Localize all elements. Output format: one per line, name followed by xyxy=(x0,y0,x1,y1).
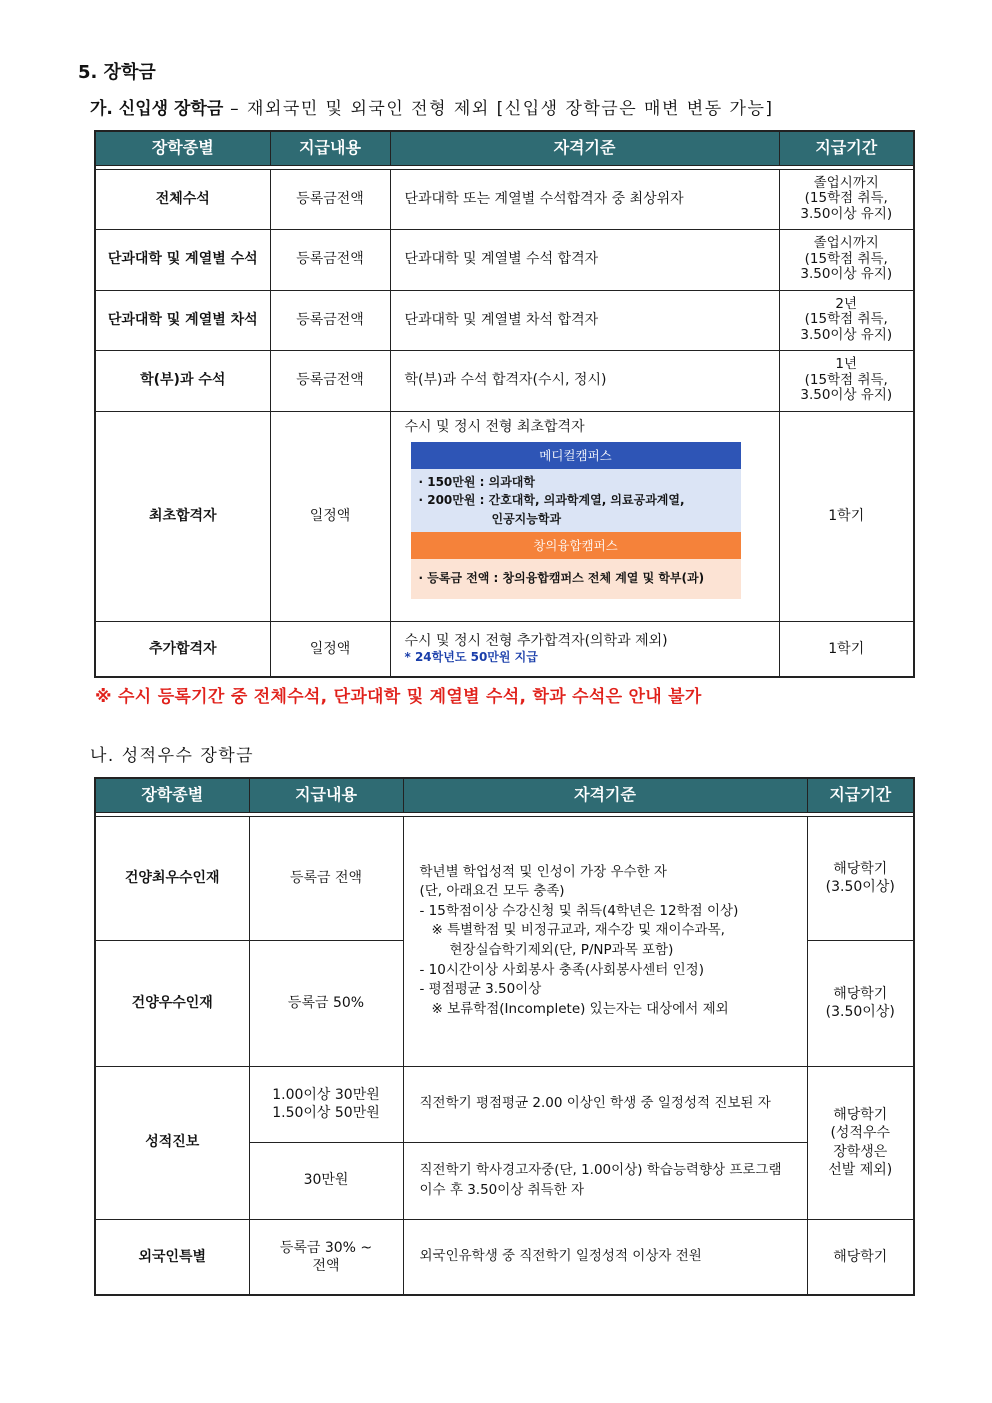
shared-criteria: 학년별 학업성적 및 인성이 가장 우수한 자 (단, 아래요건 모두 충족) - 15학점이상 수강신청 및 취득(4학년은 12학점 이상) ※ 특별학점 및 비정규교과, 재수강 및 재이수과목, 현장실습학기제외(단, P/NP과목 포함) - 10시간이상 사회봉사 충족(사회봉사센터 인정) - 평점평균 3.50이상 ※ 보류학점(Incomplete) 있는자는 대상에서 제외 xyxy=(403,816,807,1066)
table-row xyxy=(95,816,914,940)
freshman-scholarship-table xyxy=(94,130,915,678)
row-criteria: 수시 및 정시 전형 추가합격자(의학과 제외) * 24학년도 50만원 지급 xyxy=(390,621,779,677)
row-period: 2년 (15학점 취득, 3.50이상 유지) xyxy=(779,290,914,350)
row-criteria: 단과대학 및 계열별 수석 합격자 xyxy=(390,229,779,290)
row-period: 해당학기 (3.50이상) xyxy=(807,816,914,940)
campus-info-box xyxy=(411,442,741,599)
header-period: 지급기간 xyxy=(807,778,914,812)
row-pay: 등록금전액 xyxy=(270,229,390,290)
row-pay: 등록금 30% ~ 전액 xyxy=(249,1219,403,1295)
row-criteria: 직전학기 학사경고자중(단, 1.00이상) 학습능력향상 프로그램 이수 후 3.50이상 취득한 자 xyxy=(403,1142,807,1219)
medical-campus-body: · 150만원 : 의과대학 · 200만원 : 간호대학, 의과학계열, 의료공과계열, 인공지능학과 xyxy=(411,469,741,533)
table-row xyxy=(95,290,914,350)
row-type: 최초합격자 xyxy=(95,411,270,621)
table-row xyxy=(95,621,914,677)
row-criteria: 단과대학 또는 계열별 수석합격자 중 최상위자 xyxy=(390,169,779,229)
row-type: 성적진보 xyxy=(95,1066,249,1219)
subsection-a-label: 가. 신입생 장학금 xyxy=(90,99,224,119)
header-criteria: 자격기준 xyxy=(403,778,807,812)
row-type: 단과대학 및 계열별 수석 xyxy=(95,229,270,290)
table-row xyxy=(95,350,914,411)
row-type: 추가합격자 xyxy=(95,621,270,677)
row-period: 해당학기 (3.50이상) xyxy=(807,940,914,1066)
header-pay: 지급내용 xyxy=(249,778,403,812)
row-pay: 등록금 50% xyxy=(249,940,403,1066)
section-title: 5. 장학금 xyxy=(78,62,156,83)
row-period: 1학기 xyxy=(779,621,914,677)
subsection-a-note: – 재외국민 및 외국인 전형 제외 [신입생 장학금은 매변 변동 가능] xyxy=(223,99,774,119)
row-period: 졸업시까지 (15학점 취득, 3.50이상 유지) xyxy=(779,169,914,229)
row-type: 단과대학 및 계열별 차석 xyxy=(95,290,270,350)
table-row xyxy=(95,1219,914,1295)
header-type: 장학종별 xyxy=(95,778,249,812)
row-pay: 30만원 xyxy=(249,1142,403,1219)
row-pay: 1.00이상 30만원 1.50이상 50만원 xyxy=(249,1066,403,1142)
row-pay: 일정액 xyxy=(270,411,390,621)
row-criteria: 외국인유학생 중 직전학기 일정성적 이상자 전원 xyxy=(403,1219,807,1295)
row-criteria: 학(부)과 수석 합격자(수시, 정시) xyxy=(390,350,779,411)
table-row xyxy=(95,1066,914,1142)
header-pay: 지급내용 xyxy=(270,131,390,165)
header-period: 지급기간 xyxy=(779,131,914,165)
header-criteria: 자격기준 xyxy=(390,131,779,165)
table-row xyxy=(95,229,914,290)
row-pay: 등록금전액 xyxy=(270,169,390,229)
row-period: 1년 (15학점 취득, 3.50이상 유지) xyxy=(779,350,914,411)
row-type: 건양우수인재 xyxy=(95,940,249,1066)
row-criteria: 수시 및 정시 전형 최초합격자 메디컬캠퍼스 · 150만원 : 의과대학 · 200만원 : 간호대학, 의과학계열, 의료공과계열, 인공지능학과 창의융합캠퍼스 · 등록금 전액 : 창의융합캠퍼스 전체 계열 및 학부(과) xyxy=(390,411,779,621)
row-type: 외국인특별 xyxy=(95,1219,249,1295)
row-criteria: 직전학기 평점평균 2.00 이상인 학생 중 일정성적 진보된 자 xyxy=(403,1066,807,1142)
table-row xyxy=(95,411,914,621)
subsection-a-title xyxy=(90,94,774,119)
row-pay: 등록금 전액 xyxy=(249,816,403,940)
row-period: 해당학기 xyxy=(807,1219,914,1295)
row-period: 해당학기 (성적우수 장학생은 선발 제외) xyxy=(807,1066,914,1219)
merit-scholarship-table xyxy=(94,777,915,1296)
medical-campus-title: 메디컬캠퍼스 xyxy=(411,442,741,469)
additional-note: * 24학년도 50만원 지급 xyxy=(404,650,538,665)
row-pay: 등록금전액 xyxy=(270,290,390,350)
row-period: 졸업시까지 (15학점 취득, 3.50이상 유지) xyxy=(779,229,914,290)
row-pay: 등록금전액 xyxy=(270,350,390,411)
row-type: 전체수석 xyxy=(95,169,270,229)
creative-campus-title: 창의융합캠퍼스 xyxy=(411,532,741,559)
warning-note: ※ 수시 등록기간 중 전체수석, 단과대학 및 계열별 수석, 학과 수석은 안내 불가 xyxy=(95,687,702,707)
row-type: 학(부)과 수석 xyxy=(95,350,270,411)
creative-campus-body: · 등록금 전액 : 창의융합캠퍼스 전체 계열 및 학부(과) xyxy=(411,559,741,599)
row-criteria: 단과대학 및 계열별 차석 합격자 xyxy=(390,290,779,350)
table-row xyxy=(95,169,914,229)
row-pay: 일정액 xyxy=(270,621,390,677)
row-period: 1학기 xyxy=(779,411,914,621)
row-type: 건양최우수인재 xyxy=(95,816,249,940)
header-type: 장학종별 xyxy=(95,131,270,165)
subsection-b-title: 나. 성적우수 장학금 xyxy=(90,746,255,766)
